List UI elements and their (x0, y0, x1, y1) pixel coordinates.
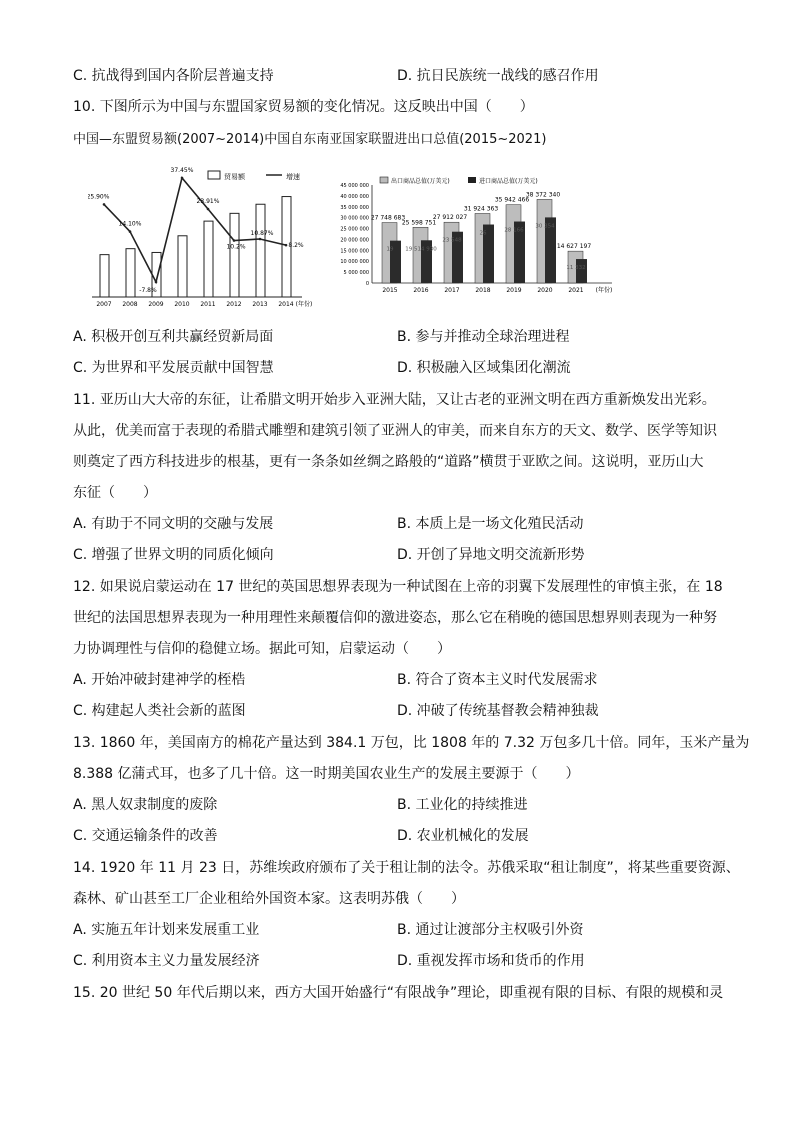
legend-swatch-export (380, 177, 388, 183)
growth-point (233, 239, 236, 242)
growth-point (207, 208, 210, 211)
trade-bar (230, 213, 239, 297)
q11-line-1: 11. 亚历山大大帝的东征，让希腊文明开始步入亚洲大陆，又让古老的亚洲文明在西方重新焕发出光彩。 (73, 392, 716, 408)
x-tick-label: 2017 (444, 287, 460, 294)
q9-option-d: D. 抗日民族统一战线的感召作用 (397, 68, 599, 84)
q12-option-c: C. 构建起人类社会新的蓝图 (73, 703, 246, 719)
growth-point (181, 177, 184, 180)
x-tick-label: 2020 (537, 287, 553, 294)
q13-option-c: C. 交通运输条件的改善 (73, 828, 218, 844)
growth-point (129, 230, 132, 233)
x-axis-unit: (年份) (595, 287, 613, 294)
q10-option-c: C. 为世界和平发展贡献中国智慧 (73, 360, 274, 376)
trade-bar (204, 221, 213, 297)
x-tick-label: 2008 (122, 301, 138, 308)
x-axis-unit: (年份) (295, 301, 313, 308)
q11-line-4: 东征（ ） (73, 485, 157, 501)
growth-data-label: 14.10% (118, 220, 142, 228)
q12-option-b: B. 符合了资本主义时代发展需求 (397, 672, 598, 688)
q10-option-a: A. 积极开创互利共赢经贸新局面 (73, 329, 274, 345)
export-data-label: 25 598 751 (401, 219, 437, 227)
q10-option-d: D. 积极融入区域集团化潮流 (397, 360, 571, 376)
trade-bar (100, 255, 109, 297)
export-data-label: 27 748 683 (370, 214, 406, 222)
x-tick-label: 2015 (382, 287, 398, 294)
x-tick-label: 2019 (506, 287, 522, 294)
growth-point (285, 244, 288, 247)
x-tick-label: 2021 (568, 287, 584, 294)
x-tick-label: 2014 (278, 301, 294, 308)
y-tick-label: 0 (365, 281, 369, 287)
y-tick-label: 15 000 000 (340, 248, 369, 255)
y-tick-label: 10 000 000 (340, 259, 369, 266)
q11-option-a: A. 有助于不同文明的交融与发展 (73, 516, 274, 532)
q12-option-d: D. 冲破了传统基督教会精神独裁 (397, 703, 599, 719)
q10-option-b: B. 参与并推动全球治理进程 (397, 329, 570, 345)
q11-option-d: D. 开创了异地文明交流新形势 (397, 547, 585, 563)
export-data-label: 31 924 363 (463, 205, 499, 213)
q15-line-1: 15. 20 世纪 50 年代后期以来，西方大国开始盛行“有限战争”理论，即重视有限的目标、有限的规模和灵 (73, 985, 724, 1001)
y-tick-label: 5 000 000 (343, 270, 369, 277)
export-data-label: 27 912 027 (432, 214, 468, 222)
legend-label-export: 出口商品总值(万美元) (391, 178, 450, 185)
growth-data-label: 8.2% (288, 242, 304, 250)
growth-data-label: -7.8% (139, 286, 157, 294)
q13-line-2: 8.388 亿蒲式耳，也多了几十倍。这一时期美国农业生产的发展主要源于（ ） (73, 766, 580, 782)
legend-label-import: 进口商品总值(万美元) (479, 178, 538, 185)
trade-bar (178, 236, 187, 297)
q14-line-2: 森林、矿山甚至工厂企业租给外国资本家。这表明苏俄（ ） (73, 891, 465, 907)
q11-option-c: C. 增强了世界文明的同质化倾向 (73, 547, 274, 563)
x-tick-label: 2010 (174, 301, 190, 308)
legend-swatch-import (468, 177, 476, 183)
y-tick-label: 25 000 000 (340, 226, 369, 233)
x-tick-label: 2007 (96, 301, 112, 308)
y-tick-label: 45 000 000 (340, 183, 369, 189)
q12-line-3: 力协调理性与信仰的稳健立场。据此可知，启蒙运动（ ） (73, 641, 451, 657)
import-data-label: 19 514 930 (405, 246, 437, 253)
import-data-label: 28 166 (504, 227, 524, 234)
y-tick-label: 35 000 000 (340, 204, 369, 211)
x-tick-label: 2013 (252, 301, 268, 308)
q12-line-2: 世纪的法国思想界表现为一种用理性来颠覆信仰的激进姿态，那么它在稍晚的德国思想界则表现为一种努 (73, 610, 717, 626)
growth-point (259, 238, 262, 241)
export-data-label: 14 627 197 (556, 243, 592, 251)
q13-option-d: D. 农业机械化的发展 (397, 828, 529, 844)
q14-option-c: C. 利用资本主义力量发展经济 (73, 953, 260, 969)
import-data-label: 19 (386, 246, 394, 253)
x-tick-label: 2012 (226, 301, 242, 308)
q14-option-d: D. 重视发挥市场和货币的作用 (397, 953, 585, 969)
x-tick-label: 2018 (475, 287, 491, 294)
q14-option-b: B. 通过让渡部分主权吸引外资 (397, 922, 584, 938)
trade-bar (256, 204, 265, 297)
export-data-label: 35 942 466 (494, 196, 530, 204)
q12-option-a: A. 开始冲破封建神学的桎梏 (73, 672, 246, 688)
q14-option-a: A. 实施五年计划来发展重工业 (73, 922, 260, 938)
q13-option-b: B. 工业化的持续推进 (397, 797, 528, 813)
q11-option-b: B. 本质上是一场文化殖民活动 (397, 516, 584, 532)
growth-point (103, 203, 106, 206)
q10-caption: 中国—东盟贸易额(2007~2014)中国自东南亚国家联盟进出口总值(2015~2021) (73, 132, 547, 147)
q9-option-c: C. 抗战得到国内各阶层普遍支持 (73, 68, 274, 84)
growth-point (155, 281, 158, 284)
y-tick-label: 40 000 000 (340, 193, 369, 200)
import-data-label: 26 (479, 230, 487, 237)
asean-trade-chart-2007-2014 (88, 167, 312, 308)
q11-line-2: 从此，优美而富于表现的希腊式雕塑和建筑引领了亚洲人的审美，而来自东方的天文、数学、医学等知识 (73, 423, 717, 439)
asean-import-export-chart-2015-2021 (340, 177, 612, 294)
y-tick-label: 30 000 000 (340, 215, 369, 222)
q13-option-a: A. 黑人奴隶制度的废除 (73, 797, 218, 813)
legend-swatch-trade (208, 171, 220, 179)
growth-data-label: 25.90% (88, 193, 110, 201)
growth-data-label: 37.45% (170, 167, 194, 174)
q10-stem: 10. 下图所示为中国与东盟国家贸易额的变化情况。这反映出中国（ ） (73, 99, 534, 115)
q14-line-1: 14. 1920 年 11 月 23 日，苏维埃政府颁布了关于租让制的法令。苏俄采取“租让制度”，将某些重要资源、 (73, 860, 740, 876)
growth-data-label: 23.91% (196, 198, 220, 206)
q12-line-1: 12. 如果说启蒙运动在 17 世纪的英国思想界表现为一种试图在上帝的羽翼下发展理性的审慎主张，在 18 (73, 579, 723, 595)
x-tick-label: 2009 (148, 301, 164, 308)
trade-charts (88, 167, 718, 315)
export-data-label: 38 372 340 (525, 191, 561, 199)
q13-line-1: 13. 1860 年，美国南方的棉花产量达到 384.1 万包，比 1808 年的 7.32 万包多几十倍。同年，玉米产量为 (73, 735, 750, 751)
import-data-label: 23 548 (442, 237, 462, 244)
q11-line-3: 则奠定了西方科技进步的根基，更有一条条如丝绸之路般的“道路”横贯于亚欧之间。这说明，亚历山大 (73, 454, 704, 470)
legend-label-trade: 贸易额 (224, 173, 245, 181)
growth-data-label: 10.2% (226, 243, 246, 251)
x-tick-label: 2016 (413, 287, 429, 294)
y-tick-label: 20 000 000 (340, 237, 369, 244)
trade-bar (126, 249, 135, 297)
import-data-label: 11 332 (566, 265, 586, 272)
x-tick-label: 2011 (200, 301, 216, 308)
q10-figures (88, 167, 718, 315)
import-data-label: 30 354 (535, 223, 555, 230)
growth-data-label: 10.87% (250, 229, 274, 237)
legend-label-rate: 增速 (286, 173, 300, 181)
